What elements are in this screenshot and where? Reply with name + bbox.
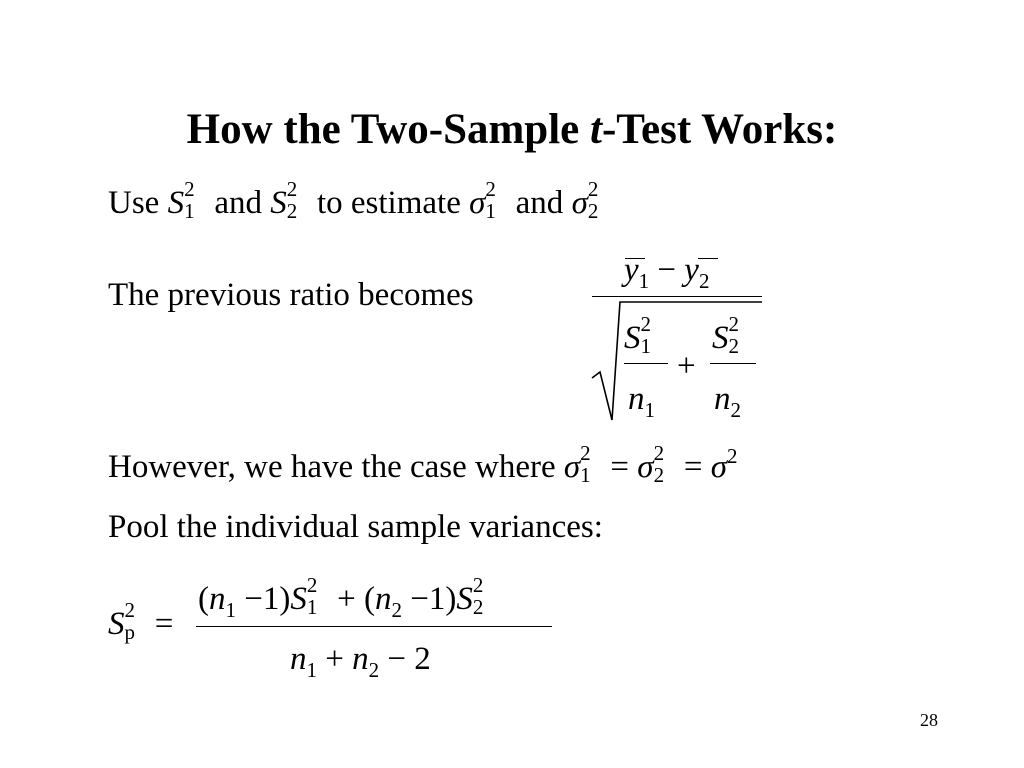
ratio-line: The previous ratio becomes [108, 277, 474, 313]
title-text-end: -Test Works: [601, 106, 838, 153]
ybar-2 [698, 258, 718, 259]
sp-lhs: S 2 p = [108, 598, 174, 644]
text-and-2: and [515, 185, 564, 221]
fraction-bar [592, 296, 762, 297]
sub-sup: 2 2 [286, 177, 298, 223]
sub-sup: 2 1 [485, 177, 496, 223]
var-S1: S [167, 185, 185, 221]
page-number: 28 [920, 710, 938, 730]
title-text: How the Two-Sample [186, 106, 591, 153]
text-and: and [214, 185, 262, 221]
ybar-1 [625, 258, 645, 259]
slide-title [0, 108, 1024, 151]
pooled-numerator: $(n_1 -1)S$ 2 1 + $(n_2 -1)S$ 2 2 [198, 573, 484, 622]
pooled-denominator: $n_1 + n_2 - 2$ [290, 641, 431, 682]
title-t: t [590, 106, 602, 153]
plus-sign: + [677, 348, 696, 384]
numerator: $y_1 - y_2$ [624, 252, 710, 293]
frac1-bar [624, 363, 668, 364]
var-sigma2: σ [571, 185, 588, 221]
var-sigma1: σ [469, 185, 486, 221]
estimate-line [108, 177, 610, 223]
text-use: Use [108, 185, 160, 221]
frac1-num: S 2 1 [624, 312, 651, 358]
equal-variance-line: However, we have the case where σ 2 1 = σ 2 2 = $\sigma^2$ [108, 441, 738, 487]
frac2-num: S 2 2 [712, 312, 739, 358]
frac1-den: $n_1$ [628, 381, 655, 422]
sub-sup: 2 1 [184, 177, 195, 223]
pool-line: Pool the individual sample variances: [108, 509, 603, 545]
sub-sup: 2 2 [587, 177, 599, 223]
frac2-den: $n_2$ [714, 381, 741, 422]
text-to-estimate: to estimate [316, 185, 461, 221]
frac2-bar [710, 363, 756, 364]
var-S2: S [270, 185, 287, 221]
pooled-fraction-bar [196, 626, 552, 627]
